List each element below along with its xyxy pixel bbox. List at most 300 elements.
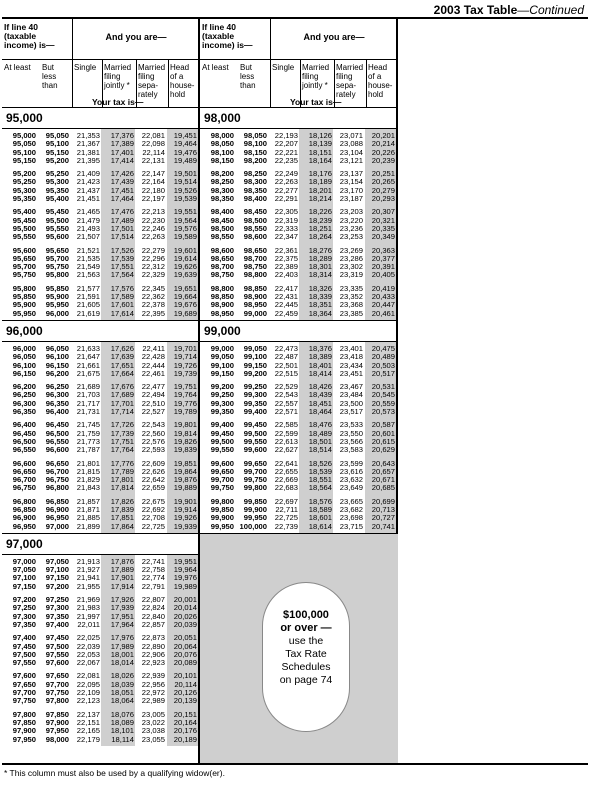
single-tax-cell: 21,577 [76, 283, 100, 293]
but-less-cell: 99,500 [243, 428, 267, 438]
page-title: 2003 Tax Table—Continued [433, 3, 584, 17]
hoh-tax-cell: 19,451 [173, 131, 197, 140]
single-tax-cell: 21,423 [76, 177, 100, 187]
row-group [2, 167, 198, 205]
single-tax-cell: 21,661 [76, 360, 100, 370]
column-header [200, 19, 396, 108]
mfj-tax-cell: 18,451 [308, 398, 332, 408]
table-row [2, 523, 198, 531]
mfj-tax-cell: 18,276 [308, 245, 332, 255]
but-less-cell: 96,200 [45, 368, 69, 378]
at-least-cell: 98,900 [210, 300, 234, 310]
single-tax-cell: 21,871 [76, 504, 100, 514]
at-least-cell: 99,300 [210, 398, 234, 408]
mfs-label: Married filing sepa- rately [138, 63, 166, 99]
single-tax-cell: 22,347 [274, 232, 298, 242]
mfs-tax-cell: 22,527 [141, 407, 165, 417]
but-less-cell: 98,450 [243, 207, 267, 217]
but-less-cell: 98,900 [243, 292, 267, 302]
but-less-cell: 99,150 [243, 360, 267, 370]
at-least-cell: 98,550 [210, 232, 234, 242]
but-less-cell: 95,350 [45, 185, 69, 195]
at-least-cell: 97,950 [12, 734, 36, 744]
mfs-tax-cell: 23,220 [339, 215, 363, 225]
at-least-cell: 99,100 [210, 360, 234, 370]
mfj-tax-cell: 17,451 [110, 185, 134, 195]
hoh-tax-cell: 20,014 [173, 603, 197, 613]
mfj-tax-cell: 18,364 [308, 308, 332, 318]
mfs-tax-cell: 22,312 [141, 262, 165, 272]
single-tax-cell: 21,549 [76, 262, 100, 272]
single-tax-cell: 21,955 [76, 581, 100, 591]
single-tax-cell: 21,787 [76, 445, 100, 455]
mfj-tax-cell: 17,576 [110, 283, 134, 293]
table-row [200, 233, 396, 241]
at-least-cell: 99,450 [210, 428, 234, 438]
hoh-tax-cell: 20,671 [371, 475, 395, 485]
at-least-cell: 99,700 [210, 475, 234, 485]
row-group [2, 205, 198, 243]
mfs-tax-cell: 22,774 [141, 573, 165, 583]
single-tax-cell: 21,703 [76, 390, 100, 400]
mfj-tax-cell: 18,251 [308, 223, 332, 233]
mfj-tax-cell: 18,589 [308, 504, 332, 514]
mfs-tax-cell: 22,494 [141, 390, 165, 400]
single-label: Single [74, 63, 97, 72]
mfs-tax-cell: 23,715 [339, 521, 363, 531]
left-column-panel [2, 19, 200, 763]
at-least-cell: 97,850 [12, 717, 36, 727]
single-tax-cell: 21,437 [76, 185, 100, 195]
mfs-label: Married filing sepa- rately [336, 63, 364, 99]
mfj-tax-cell: 17,939 [110, 603, 134, 613]
but-less-cell: 96,900 [45, 504, 69, 514]
mfj-tax-cell: 18,551 [308, 475, 332, 485]
hoh-tax-cell: 20,101 [173, 671, 197, 681]
hoh-tax-cell: 20,601 [371, 428, 395, 438]
table-row [2, 233, 198, 241]
hoh-tax-cell: 20,151 [173, 709, 197, 719]
hoh-tax-cell: 19,514 [173, 177, 197, 187]
row-group [2, 129, 198, 167]
mfj-tax-cell: 18,226 [308, 207, 332, 217]
your-tax-label: Your tax is— [290, 97, 342, 107]
hoh-tax-cell: 20,349 [371, 232, 395, 242]
mfj-tax-cell: 18,139 [308, 139, 332, 149]
mfj-tax-cell: 17,726 [110, 420, 134, 430]
mfj-tax-cell: 17,551 [110, 262, 134, 272]
but-less-cell: 99,950 [243, 513, 267, 523]
mfj-tax-cell: 17,964 [110, 619, 134, 629]
hoh-tax-cell: 19,864 [173, 466, 197, 476]
mfs-tax-cell: 23,022 [141, 717, 165, 727]
single-tax-cell: 22,697 [274, 496, 298, 506]
but-less-cell: 98,550 [243, 223, 267, 233]
mfs-tax-cell: 22,279 [141, 245, 165, 255]
single-tax-cell: 21,731 [76, 407, 100, 417]
hoh-tax-cell: 19,564 [173, 215, 197, 225]
mfj-tax-cell: 18,326 [308, 283, 332, 293]
at-least-cell: 95,900 [12, 300, 36, 310]
mfj-tax-cell: 17,776 [110, 458, 134, 468]
mfs-tax-cell: 22,098 [141, 139, 165, 149]
mfs-tax-cell: 23,005 [141, 709, 165, 719]
mfs-tax-cell: 23,104 [339, 147, 363, 157]
row-group [200, 282, 396, 320]
mfs-tax-cell: 22,147 [141, 169, 165, 179]
but-less-cell: 99,650 [243, 458, 267, 468]
but-less-cell: 97,400 [45, 619, 69, 629]
hoh-tax-cell: 19,589 [173, 232, 197, 242]
single-tax-cell: 22,655 [274, 466, 298, 476]
but-less-cell: 97,450 [45, 633, 69, 643]
mfj-tax-cell: 17,789 [110, 466, 134, 476]
but-less-cell: 96,500 [45, 428, 69, 438]
but-less-cell: 98,050 [243, 131, 267, 140]
single-tax-cell: 21,465 [76, 207, 100, 217]
mfj-tax-cell: 18,576 [308, 496, 332, 506]
hoh-tax-cell: 19,814 [173, 428, 197, 438]
hoh-tax-cell: 19,526 [173, 185, 197, 195]
at-least-cell: 99,600 [210, 458, 234, 468]
mfs-tax-cell: 23,533 [339, 420, 363, 430]
income-block [2, 108, 198, 321]
mfs-tax-cell: 22,444 [141, 360, 165, 370]
at-least-cell: 95,300 [12, 185, 36, 195]
but-less-cell: 95,200 [45, 155, 69, 165]
mfj-tax-cell: 17,764 [110, 445, 134, 455]
hoh-tax-cell: 19,989 [173, 581, 197, 591]
but-less-cell: 95,950 [45, 300, 69, 310]
at-least-cell: 95,600 [12, 245, 36, 255]
hoh-tax-cell: 19,676 [173, 300, 197, 310]
but-less-label: But less than [42, 63, 58, 90]
hoh-tax-cell: 20,461 [371, 308, 395, 318]
at-least-cell: 96,800 [12, 496, 36, 506]
single-tax-cell: 21,759 [76, 428, 100, 438]
mfj-tax-cell: 18,489 [308, 428, 332, 438]
mfs-tax-cell: 22,890 [141, 641, 165, 651]
row-group [2, 282, 198, 320]
mfj-tax-cell: 18,614 [308, 521, 332, 531]
mfs-tax-cell: 22,081 [141, 131, 165, 140]
single-tax-cell: 21,773 [76, 436, 100, 446]
hoh-tax-cell: 19,751 [173, 382, 197, 392]
at-least-cell: 95,100 [12, 147, 36, 157]
mfj-tax-cell: 18,151 [308, 147, 332, 157]
single-tax-cell: 22,501 [274, 360, 298, 370]
single-tax-cell: 21,969 [76, 595, 100, 605]
hoh-tax-cell: 19,939 [173, 521, 197, 531]
mfs-tax-cell: 23,484 [339, 390, 363, 400]
but-less-cell: 97,500 [45, 641, 69, 651]
row-group [2, 457, 198, 495]
hoh-tax-cell: 19,576 [173, 223, 197, 233]
single-tax-cell: 21,409 [76, 169, 100, 179]
but-less-cell: 99,350 [243, 398, 267, 408]
at-least-cell: 97,050 [12, 565, 36, 575]
but-less-cell: 99,450 [243, 420, 267, 430]
hoh-tax-cell: 20,201 [371, 131, 395, 140]
table-row [200, 370, 396, 378]
mfs-tax-cell: 23,368 [339, 300, 363, 310]
mfj-tax-cell: 18,101 [110, 726, 134, 736]
mfj-tax-cell: 17,501 [110, 223, 134, 233]
single-tax-cell: 21,619 [76, 308, 100, 318]
row-group [2, 342, 198, 380]
mfj-tax-cell: 17,714 [110, 407, 134, 417]
but-less-cell: 95,450 [45, 207, 69, 217]
table-row [200, 157, 396, 165]
at-least-cell: 95,000 [12, 131, 36, 140]
mfj-tax-cell: 18,526 [308, 458, 332, 468]
mfs-tax-cell: 22,378 [141, 300, 165, 310]
over-100000-callout: $100,000 or over — use the Tax Rate Schedules on page 74 [262, 582, 350, 732]
single-tax-cell: 21,717 [76, 398, 100, 408]
mfs-tax-cell: 23,071 [339, 131, 363, 140]
single-tax-cell: 21,997 [76, 611, 100, 621]
but-less-cell: 99,800 [243, 483, 267, 493]
at-least-cell: 98,400 [210, 207, 234, 217]
single-tax-cell: 22,137 [76, 709, 100, 719]
row-group [2, 631, 198, 669]
at-least-cell: 95,350 [12, 194, 36, 204]
single-tax-cell: 22,179 [76, 734, 100, 744]
hoh-tax-cell: 20,279 [371, 185, 395, 195]
mfs-tax-cell: 23,566 [339, 436, 363, 446]
mfj-tax-cell: 18,039 [110, 679, 134, 689]
at-least-cell: 97,200 [12, 595, 36, 605]
at-least-cell: 97,800 [12, 709, 36, 719]
but-less-cell: 95,650 [45, 245, 69, 255]
single-tax-cell: 22,459 [274, 308, 298, 318]
but-less-cell: 95,750 [45, 262, 69, 272]
mfs-tax-cell: 23,649 [339, 483, 363, 493]
single-tax-cell: 22,487 [274, 352, 298, 362]
at-least-cell: 95,450 [12, 215, 36, 225]
mfs-tax-cell: 22,131 [141, 155, 165, 165]
mfs-tax-cell: 22,791 [141, 581, 165, 591]
single-tax-cell: 22,053 [76, 649, 100, 659]
mfs-tax-cell: 23,583 [339, 445, 363, 455]
single-tax-cell: 22,417 [274, 283, 298, 293]
single-tax-cell: 22,305 [274, 207, 298, 217]
row-group [200, 418, 396, 456]
mfs-tax-cell: 22,329 [141, 270, 165, 280]
single-tax-cell: 22,627 [274, 445, 298, 455]
at-least-cell: 97,300 [12, 611, 36, 621]
single-tax-cell: 22,081 [76, 671, 100, 681]
mfs-tax-cell: 23,038 [141, 726, 165, 736]
mfs-tax-cell: 22,296 [141, 253, 165, 263]
single-tax-cell: 21,913 [76, 556, 100, 566]
at-least-cell: 96,950 [12, 521, 36, 531]
table-row [2, 310, 198, 318]
mfs-tax-cell: 23,500 [339, 398, 363, 408]
row-group [2, 708, 198, 746]
at-least-cell: 96,500 [12, 436, 36, 446]
but-less-cell: 99,300 [243, 390, 267, 400]
mfs-tax-cell: 22,576 [141, 436, 165, 446]
but-less-cell: 95,850 [45, 283, 69, 293]
at-least-cell: 96,550 [12, 445, 36, 455]
single-tax-cell: 21,451 [76, 194, 100, 204]
mfj-tax-cell: 18,001 [110, 649, 134, 659]
hoh-tax-cell: 19,489 [173, 155, 197, 165]
mfj-tax-cell: 18,351 [308, 300, 332, 310]
at-least-cell: 97,900 [12, 726, 36, 736]
but-less-cell: 97,100 [45, 565, 69, 575]
mfj-tax-cell: 17,526 [110, 245, 134, 255]
mfs-tax-cell: 23,137 [339, 169, 363, 179]
mfs-tax-cell: 23,253 [339, 232, 363, 242]
mfj-tax-cell: 17,701 [110, 398, 134, 408]
at-least-cell: 97,350 [12, 619, 36, 629]
but-less-cell: 99,100 [243, 352, 267, 362]
mfs-tax-cell: 22,345 [141, 283, 165, 293]
single-tax-cell: 22,291 [274, 194, 298, 204]
table-row [2, 736, 198, 744]
but-less-cell: 97,800 [45, 696, 69, 706]
single-tax-cell: 21,647 [76, 352, 100, 362]
mfs-tax-cell: 22,758 [141, 565, 165, 575]
hoh-tax-cell: 20,214 [371, 139, 395, 149]
but-less-cell: 98,200 [243, 155, 267, 165]
mfs-tax-cell: 23,401 [339, 343, 363, 353]
mfj-tax-cell: 18,076 [110, 709, 134, 719]
hoh-tax-cell: 20,629 [371, 445, 395, 455]
mfj-tax-cell: 17,439 [110, 177, 134, 187]
single-tax-cell: 21,395 [76, 155, 100, 165]
mfs-tax-cell: 22,114 [142, 147, 165, 157]
single-tax-cell: 22,165 [76, 726, 100, 736]
at-least-cell: 97,600 [12, 671, 36, 681]
at-least-cell: 98,700 [210, 262, 234, 272]
but-less-cell: 98,150 [243, 147, 267, 157]
block-heading: 98,000 [200, 108, 396, 129]
income-block [200, 321, 396, 534]
mfj-tax-cell: 18,439 [308, 390, 332, 400]
hoh-tax-cell: 19,964 [173, 565, 197, 575]
mfj-tax-cell: 17,664 [110, 368, 134, 378]
at-least-cell: 95,700 [12, 262, 36, 272]
hoh-label: Head of a house- hold [368, 63, 393, 99]
hoh-tax-cell: 20,545 [371, 390, 395, 400]
hoh-tax-cell: 19,626 [173, 262, 197, 272]
mfs-tax-cell: 23,467 [339, 382, 363, 392]
mfj-tax-cell: 18,339 [308, 292, 332, 302]
mfs-tax-cell: 22,989 [141, 696, 165, 706]
but-less-cell: 95,550 [45, 223, 69, 233]
row-group [2, 418, 198, 456]
mfj-tax-cell: 17,539 [110, 253, 134, 263]
single-tax-cell: 21,857 [76, 496, 100, 506]
at-least-cell: 99,150 [210, 368, 234, 378]
mfj-tax-cell: 17,739 [110, 428, 134, 438]
mfj-tax-cell: 18,389 [308, 352, 332, 362]
at-least-cell: 99,000 [210, 343, 234, 353]
mfj-tax-cell: 17,814 [110, 483, 134, 493]
at-least-cell: 95,200 [12, 169, 36, 179]
but-less-cell: 98,500 [243, 215, 267, 225]
income-block [2, 534, 198, 746]
but-less-cell: 97,250 [45, 595, 69, 605]
hoh-tax-cell: 20,189 [173, 734, 197, 744]
table-row [200, 484, 396, 492]
single-tax-cell: 21,633 [76, 343, 100, 353]
mfj-tax-cell: 17,926 [110, 595, 134, 605]
but-less-cell: 99,400 [243, 407, 267, 417]
at-least-cell: 98,200 [210, 169, 234, 179]
mfj-label: Married filing jointly * [104, 63, 132, 90]
hoh-tax-cell: 20,321 [371, 215, 395, 225]
at-least-label: At least [4, 63, 31, 72]
mfs-tax-cell: 23,632 [339, 475, 363, 485]
mfs-tax-cell: 23,616 [339, 466, 363, 476]
row-group [2, 593, 198, 631]
block-heading: 95,000 [2, 108, 198, 129]
but-less-cell: 95,700 [45, 253, 69, 263]
table-row [2, 446, 198, 454]
mfs-tax-cell: 23,055 [141, 734, 165, 744]
single-tax-cell: 21,535 [76, 253, 100, 263]
mfj-tax-cell: 17,951 [110, 611, 134, 621]
at-least-cell: 98,600 [210, 245, 234, 255]
hoh-tax-cell: 19,876 [173, 475, 197, 485]
but-less-cell: 98,850 [243, 283, 267, 293]
single-tax-cell: 22,529 [274, 382, 298, 392]
column-header [2, 19, 198, 108]
hoh-tax-cell: 20,517 [371, 368, 395, 378]
mfj-tax-cell: 17,876 [110, 556, 134, 566]
hoh-tax-cell: 20,039 [173, 619, 197, 629]
row-group [2, 380, 198, 418]
mfs-tax-cell: 22,741 [141, 556, 165, 566]
single-tax-cell: 22,431 [274, 292, 298, 302]
single-tax-cell: 22,445 [274, 300, 298, 310]
single-tax-cell: 22,669 [274, 475, 298, 485]
mfj-tax-cell: 18,314 [308, 270, 332, 280]
at-least-cell: 95,250 [12, 177, 36, 187]
but-less-cell: 100,000 [239, 521, 267, 531]
single-tax-cell: 22,333 [274, 223, 298, 233]
but-less-cell: 95,150 [45, 147, 69, 157]
mfj-tax-cell: 17,589 [110, 292, 134, 302]
hoh-tax-cell: 20,335 [371, 223, 395, 233]
hoh-tax-cell: 19,689 [173, 308, 197, 318]
at-least-cell: 96,300 [12, 398, 36, 408]
but-less-cell: 95,250 [45, 169, 69, 179]
mfj-tax-cell: 17,376 [110, 131, 134, 140]
single-tax-cell: 22,207 [274, 139, 298, 149]
but-less-cell: 96,700 [45, 466, 69, 476]
row-group [2, 244, 198, 282]
mfs-tax-cell: 23,418 [339, 352, 363, 362]
single-tax-cell: 22,235 [274, 155, 298, 165]
mfs-tax-cell: 23,286 [339, 253, 363, 263]
but-less-cell: 97,350 [45, 611, 69, 621]
hoh-tax-cell: 20,559 [371, 398, 395, 408]
hoh-tax-cell: 20,447 [371, 300, 395, 310]
but-less-cell: 96,600 [45, 445, 69, 455]
at-least-cell: 99,550 [210, 445, 234, 455]
hoh-tax-cell: 19,664 [173, 292, 197, 302]
single-tax-cell: 22,641 [274, 458, 298, 468]
mfj-tax-cell: 17,614 [110, 308, 134, 318]
single-tax-cell: 21,829 [76, 475, 100, 485]
hoh-tax-cell: 19,914 [173, 504, 197, 514]
mfs-tax-cell: 23,665 [339, 496, 363, 506]
